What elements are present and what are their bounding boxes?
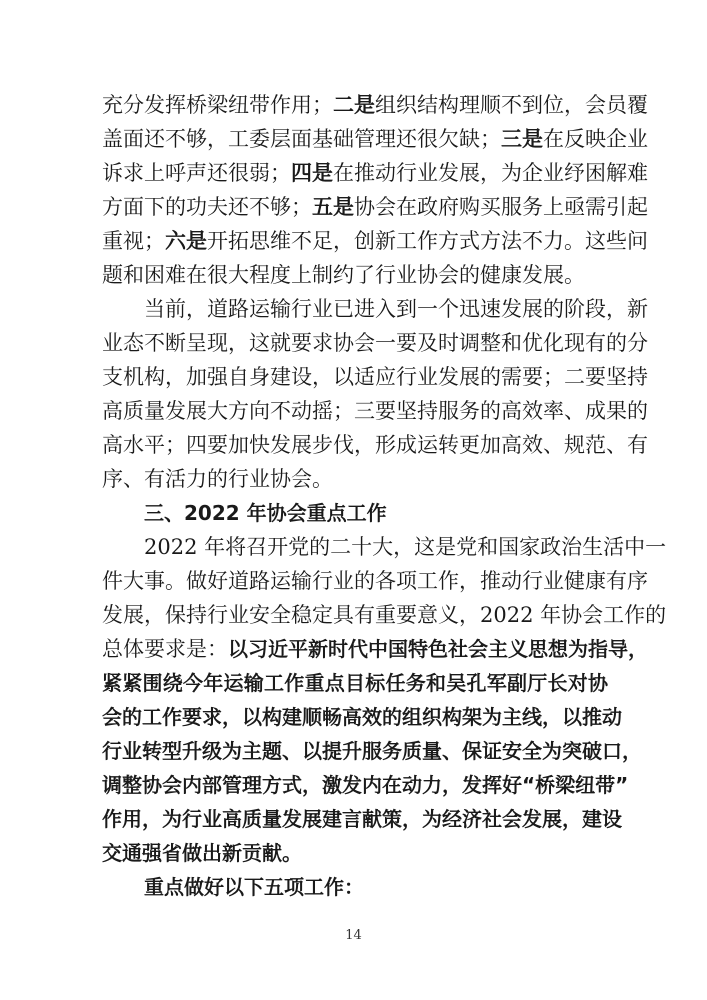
text-line [102, 802, 622, 836]
text-run: 重视； [102, 229, 165, 253]
text-line [102, 836, 608, 870]
text-run: 题和困难在很大程度上制约了行业协会的健康发展。 [102, 263, 585, 287]
page-number: 14 [345, 928, 362, 943]
text-line [102, 632, 648, 666]
bold-text: 三是 [501, 126, 543, 151]
bold-text: 以习近平新时代中国特色社会主义思想为指导， [228, 637, 648, 661]
text-run: 序、有活力的行业协会。 [102, 467, 333, 491]
text-run: 当前，道路运输行业已进入到一个迅速发展的阶段，新 [144, 297, 648, 321]
text-line [102, 190, 648, 224]
text-line [102, 428, 648, 462]
bold-text: 行业转型升级为主题、以提升服务质量、保证安全为突破口， [102, 739, 642, 763]
text-run: 高质量发展大方向不动摇；三要坚持服务的高效率、成果的 [102, 399, 648, 423]
bold-text: 调整协会内部管理方式，激发内在动力，发挥好“桥梁纽带” [102, 773, 629, 797]
text-run: 支机构，加强自身建设，以适应行业发展的需要；二要坚持 [102, 365, 648, 389]
text-line [102, 292, 648, 326]
text-line [102, 530, 667, 564]
text-line [102, 564, 648, 598]
text-run: 业态不断呈现，这就要求协会一要及时调整和优化现有的分 [102, 331, 648, 355]
text-run: 在反映企业 [543, 127, 648, 151]
text-line [102, 700, 622, 734]
bold-text: 紧紧围绕今年运输工作重点目标任务和吴孔军副厅长对协 [102, 671, 608, 695]
text-line [102, 88, 648, 122]
text-line [102, 870, 608, 904]
text-run: 在推动行业发展，为企业纾困解难 [333, 161, 648, 185]
text-run: 2022 年将召开党的二十大，这是党和国家政治生活中一 [144, 535, 667, 559]
bold-text: 二是 [333, 92, 375, 117]
text-run: 充分发挥桥梁纽带作用； [102, 93, 333, 117]
text-line [102, 156, 648, 190]
text-run: 方面下的功夫还不够； [102, 195, 312, 219]
text-line [102, 734, 642, 768]
text-line [102, 360, 648, 394]
text-line [102, 462, 608, 496]
text-run: 协会在政府购买服务上亟需引起 [354, 195, 648, 219]
text-line [102, 666, 608, 700]
text-line [102, 122, 648, 156]
text-line [102, 326, 648, 360]
text-run: 组织结构理顺不到位，会员覆 [375, 93, 648, 117]
text-line [102, 224, 648, 258]
bold-text: 交通强省做出新贡献。 [102, 841, 302, 865]
text-run: 高水平；四要加快发展步伐，形成运转更加高效、规范、有 [102, 433, 648, 457]
text-line [102, 598, 667, 632]
bold-text: 会的工作要求，以构建顺畅高效的组织构架为主线，以推动 [102, 705, 622, 729]
bold-text: 三、2022 年协会重点工作 [144, 501, 387, 525]
text-run: 发展，保持行业安全稳定具有重要意义，2022 年协会工作的 [102, 603, 667, 627]
text-line [102, 394, 648, 428]
bold-text: 五是 [312, 194, 354, 219]
text-run: 诉求上呼声还很弱； [102, 161, 291, 185]
section-heading [102, 496, 608, 530]
bold-text: 重点做好以下五项工作： [144, 875, 364, 899]
bold-text: 作用，为行业高质量发展建言献策，为经济社会发展，建设 [102, 807, 622, 831]
document-body [102, 88, 667, 904]
bold-text: 六是 [165, 228, 207, 253]
text-line [102, 768, 629, 802]
text-run: 总体要求是： [102, 637, 228, 661]
text-run: 开拓思维不足，创新工作方式方法不力。这些问 [207, 229, 648, 253]
text-line [102, 258, 608, 292]
text-run: 盖面还不够，工委层面基础管理还很欠缺； [102, 127, 501, 151]
bold-text: 四是 [291, 160, 333, 185]
text-run: 件大事。做好道路运输行业的各项工作，推动行业健康有序 [102, 569, 648, 593]
